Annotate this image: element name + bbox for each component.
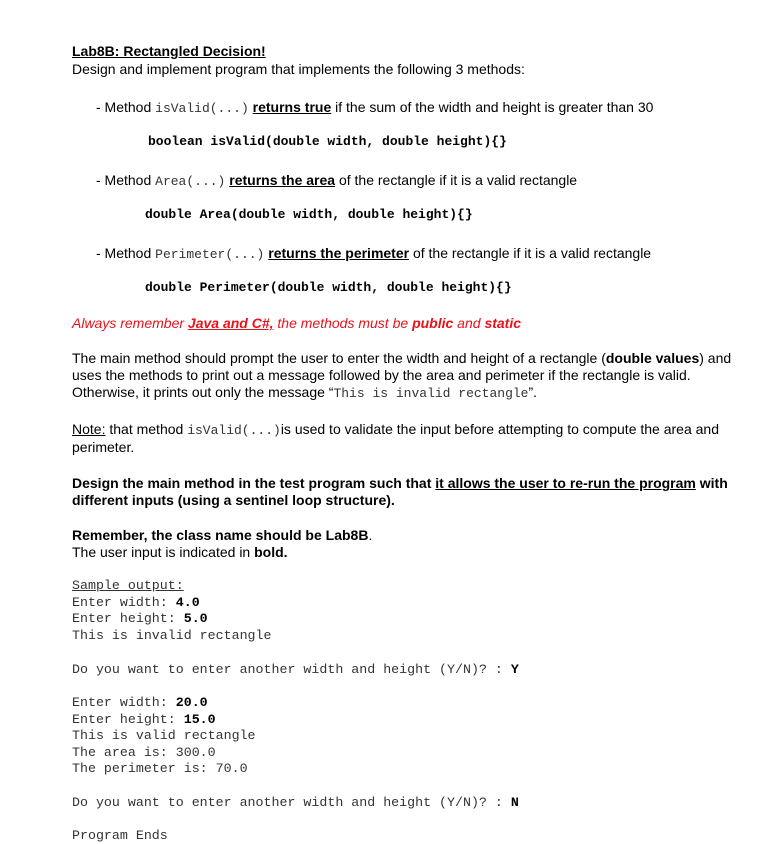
- method-perimeter-returns: returns the perimeter: [268, 245, 410, 261]
- main-method-paragraph: The main method should prompt the user to enter the width and height of a rectangle (double values) and uses the methods to print out a message followed by the area and perimeter if the rectangle is valid. Otherwise, it prints out only the message “This is invalid rectangle”.: [72, 350, 732, 401]
- method-isvalid-code: isValid(...): [155, 101, 249, 116]
- sample-line: Do you want to enter another width and height (Y/N)? : N: [72, 795, 519, 810]
- method-isvalid-line: - Method isValid(...) returns true if the sum of the width and height is greater than 30: [96, 99, 654, 116]
- method-area-returns: returns the area: [229, 172, 336, 188]
- sample-line: Enter width: 4.0: [72, 595, 200, 610]
- user-input: 20.0: [175, 695, 208, 710]
- sample-line: Program Ends: [72, 828, 168, 843]
- input-note: The user input is indicated in bold.: [72, 544, 288, 560]
- design-paragraph: Design the main method in the test program such that it allows the user to re-run the program with different inputs (using a sentinel loop structure).: [72, 475, 728, 508]
- perimeter-signature: double Perimeter(double width, double height){}: [145, 280, 512, 295]
- sample-line: Do you want to enter another width and height (Y/N)? : Y: [72, 662, 519, 677]
- note-label: Note:: [72, 421, 106, 437]
- note-paragraph: Note: that method isValid(...)is used to validate the input before attempting to compute the area and perimeter.: [72, 421, 719, 455]
- sample-line: Enter height: 5.0: [72, 611, 208, 626]
- area-signature: double Area(double width, double height){}: [145, 207, 473, 222]
- method-perimeter-line: - Method Perimeter(...) returns the perimeter of the rectangle if it is a valid rectangle: [96, 245, 652, 262]
- isvalid-signature: boolean isValid(double width, double height){}: [148, 134, 507, 149]
- method-area-line: - Method Area(...) returns the area of the rectangle if it is a valid rectangle: [96, 172, 578, 189]
- method-perimeter-code: Perimeter(...): [155, 247, 265, 262]
- method-area-code: Area(...): [155, 174, 226, 189]
- sample-line: Enter height: 15.0: [72, 712, 216, 727]
- sample-line: The perimeter is: 70.0: [72, 761, 248, 776]
- reminder-text: Always remember Java and C#, the methods must be public and static: [72, 315, 522, 331]
- user-input: 15.0: [183, 712, 216, 727]
- intro-text: Design and implement program that implements the following 3 methods:: [72, 61, 525, 77]
- user-input: 5.0: [183, 611, 208, 626]
- sample-line: This is invalid rectangle: [72, 628, 272, 643]
- sample-line: This is valid rectangle: [72, 728, 256, 743]
- sample-output-header: Sample output:: [72, 578, 184, 593]
- sample-line: The area is: 300.0: [72, 745, 216, 760]
- page-title: Lab8B: Rectangled Decision!: [72, 43, 266, 59]
- reminder-langs: Java and C#,: [187, 315, 274, 331]
- invalid-message-code: This is invalid rectangle: [333, 386, 529, 401]
- sample-line: Enter width: 20.0: [72, 695, 208, 710]
- rerun-requirement: it allows the user to re-run the program: [435, 475, 696, 491]
- user-input: Y: [510, 662, 519, 677]
- method-isvalid-returns: returns true: [252, 99, 332, 115]
- user-input: N: [510, 795, 519, 810]
- user-input: 4.0: [175, 595, 200, 610]
- class-name-note: Remember, the class name should be Lab8B.: [72, 527, 373, 543]
